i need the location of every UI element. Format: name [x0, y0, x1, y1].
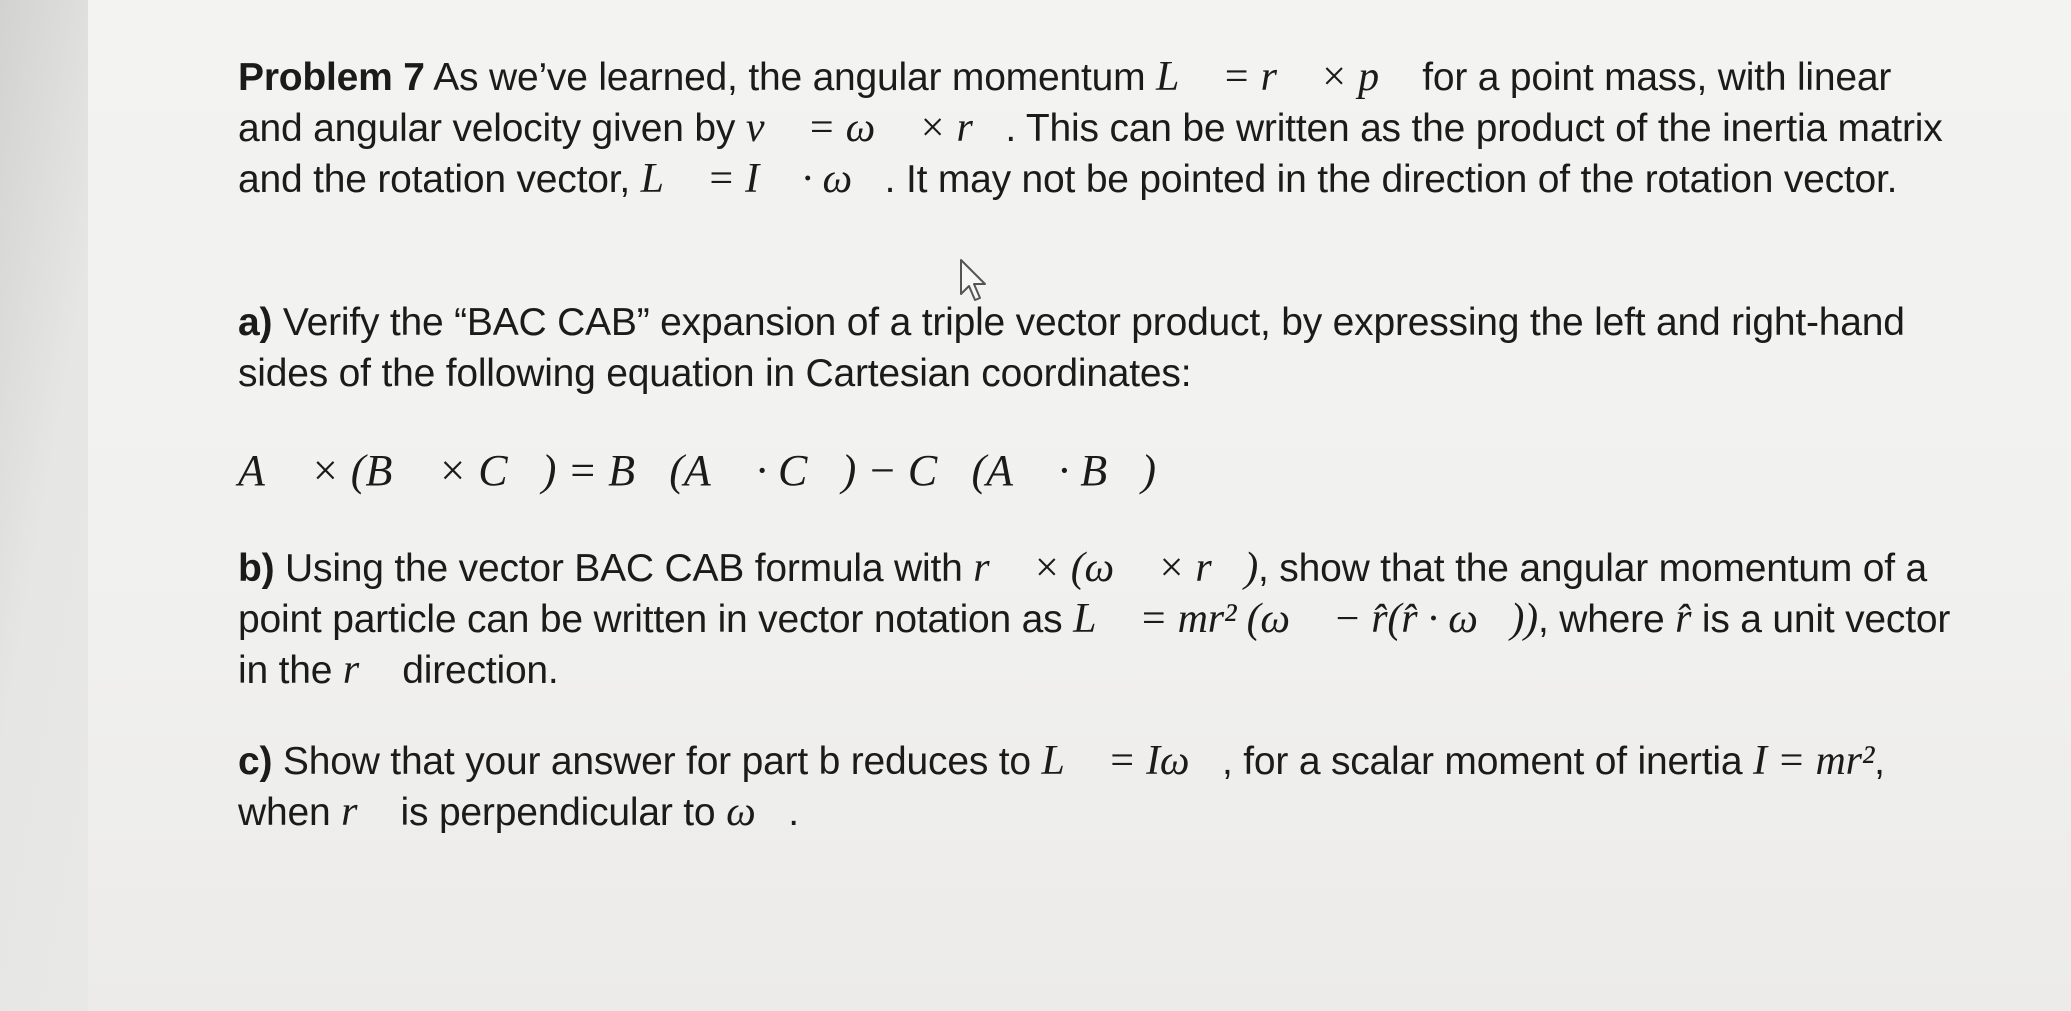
part-c [238, 736, 1958, 838]
intro-text-3: . This can be written as the product of the inertia matrix and the rotation vector, [238, 107, 1943, 201]
part-c-text-5: . [788, 791, 799, 834]
part-c-math-3: r⃗ [341, 789, 390, 835]
problem-label: Problem 7 [238, 56, 425, 99]
intro-math-velocity: v⃗ = ω⃗ × r⃗ [745, 105, 1006, 151]
part-c-math-4: ω⃗ [726, 789, 789, 835]
part-b-text-4: is a unit vector in the [238, 598, 1951, 692]
part-c-text-1: Show that your answer for part b reduces to [272, 740, 1042, 783]
part-b-label: b) [238, 547, 275, 590]
bac-cab-equation: A⃗ × (B⃗ × C⃗) = B⃗(A⃗ · C⃗) − C⃗(A⃗ · B⃗) [238, 446, 1157, 495]
intro-math-angular-momentum: L⃗ = r⃗ × p⃗ [1156, 54, 1412, 100]
part-b-text-5: direction. [391, 649, 559, 692]
part-c-text-3: , when [238, 740, 1885, 834]
part-c-label: c) [238, 740, 273, 783]
part-a-label: a) [238, 301, 273, 344]
problem-content [238, 52, 1988, 838]
part-c-text-4: is perpendicular to [389, 791, 727, 834]
part-b-text-3: , where [1537, 598, 1676, 641]
part-b-text-2: , show that the angular momentum of a point particle can be written in vector notation as [238, 547, 1927, 641]
intro-math-inertia: L⃗ = I⃡ · ω⃗ [640, 156, 885, 202]
part-c-text-2: , for a scalar moment of inertia [1222, 740, 1753, 783]
part-b-math-2: L⃗ = mr² (ω⃗ − r̂(r̂ · ω⃗)) [1073, 596, 1538, 642]
part-b-math-3: r̂ [1675, 596, 1692, 642]
intro-text-2: for a point mass, with linear and angular velocity given by [238, 56, 1892, 150]
part-a-text: Verify the “BAC CAB” expansion of a triple vector product, by expressing the left and right-hand sides of the following equation in Cartesian coordinates: [238, 301, 1905, 395]
part-c-math-2: I = mr² [1752, 738, 1875, 784]
part-a [238, 297, 1958, 399]
part-b-text-1: Using the vector BAC CAB formula with [274, 547, 974, 590]
part-b [238, 543, 1978, 696]
part-b-math-4: r⃗ [342, 647, 392, 693]
mouse-pointer-icon [958, 258, 990, 304]
part-c-math-1: L⃗ = Iω⃗ [1041, 738, 1222, 784]
intro-text-1: As we’ve learned, the angular momentum [424, 56, 1156, 99]
part-b-math-1: r⃗ × (ω⃗ × r⃗) [973, 545, 1259, 591]
intro-text-4: . It may not be pointed in the direction of the rotation vector. [884, 158, 1898, 201]
problem-intro [238, 52, 1958, 205]
